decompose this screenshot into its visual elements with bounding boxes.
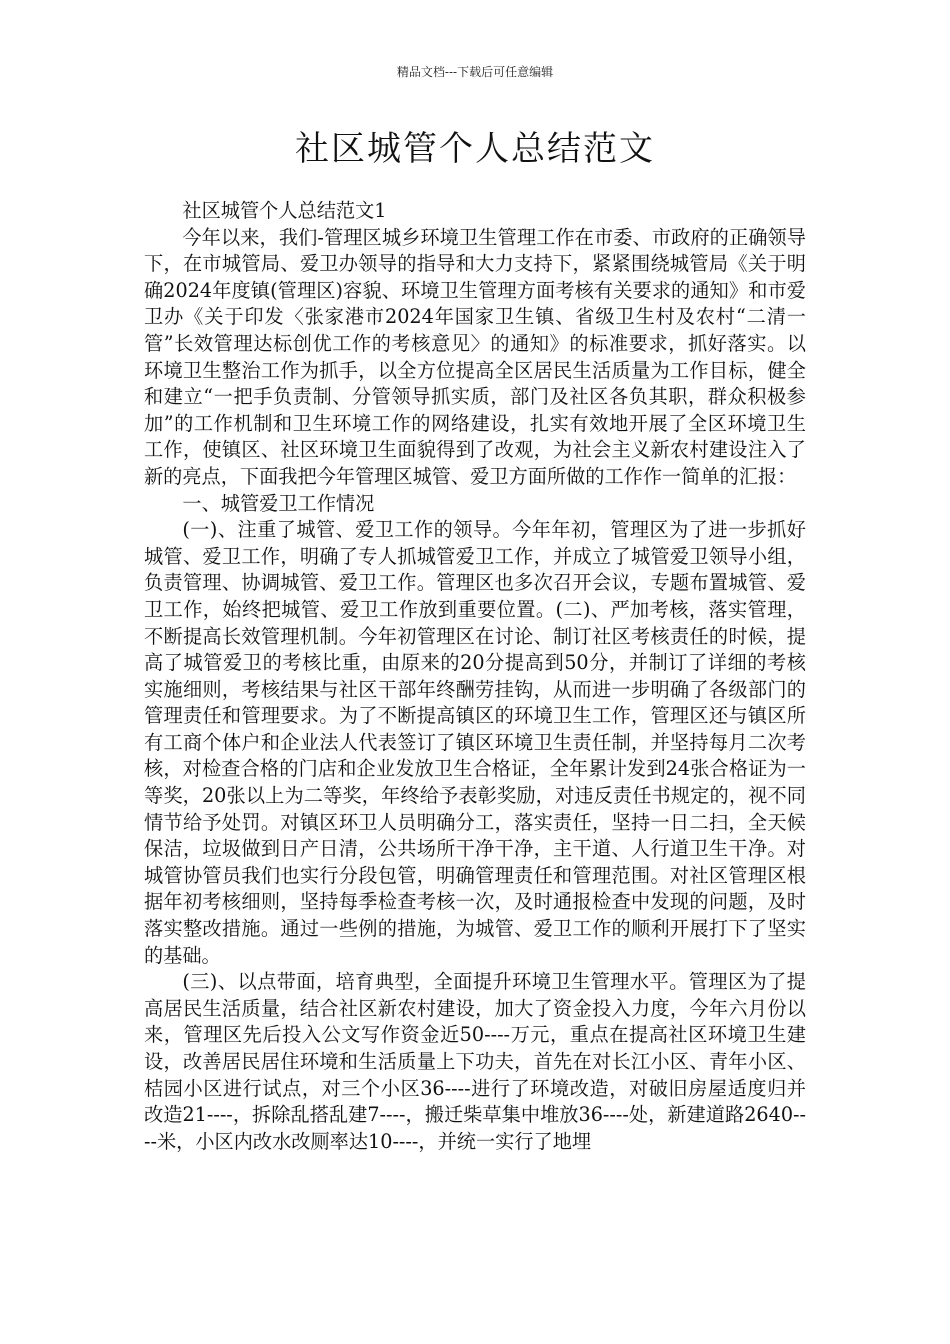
document-body: [144, 198, 806, 1155]
body-paragraph: (一)、注重了城管、爱卫工作的领导。今年年初，管理区为了进一步抓好城管、爱卫工作，明确了专人抓城管爱卫工作，并成立了城管爱卫领导小组，负责管理、协调城管、爱卫工作。管理区也多次召开会议，专题布置城管、爱卫工作，始终把城管、爱卫工作放到重要位置。(二)、严加考核，落实管理，不断提高长效管理机制。今年初管理区在讨论、制订社区考核责任的时候，提高了城管爱卫的考核比重，由原来的20分提高到50分，并制订了详细的考核实施细则，考核结果与社区干部年终酬劳挂钩，从而进一步明确了各级部门的管理责任和管理要求。为了不断提高镇区的环境卫生工作，管理区还与镇区所有工商个体户和企业法人代表签订了镇区环境卫生责任制，并坚持每月二次考核，对检查合格的门店和企业发放卫生合格证，全年累计发到24张合格证为一等奖，20张以上为二等奖，年终给予表彰奖励，对违反责任书规定的，视不同情节给予处罚。对镇区环卫人员明确分工，落实责任，坚持一日二扫，全天候保洁，垃圾做到日产日清，公共场所干净干净，主干道、人行道卫生干净。对城管协管员我们也实行分段包管，明确管理责任和管理范围。对社区管理区根据年初考核细则，坚持每季检查考核一次，及时通报检查中发现的问题，及时落实整改措施。通过一些例的措施，为城管、爱卫工作的顺利开展打下了坚实的基础。: [144, 518, 806, 967]
document-title: 社区城管个人总结范文: [295, 129, 655, 169]
body-paragraph: 今年以来，我们-管理区城乡环境卫生管理工作在市委、市政府的正确领导下，在市城管局、爱卫办领导的指导和大力支持下，紧紧围绕城管局《关于明确2024年度镇(管理区)容貌、环境卫生管理方面考核有关要求的通知》和市爱卫办《关于印发〈张家港市2024年国家卫生镇、省级卫生村及农村“二清一管”长效管理达标创优工作的考核意见〉的通知》的标准要求，抓好落实。以环境卫生整治工作为抓手，以全方位提高全区居民生活质量为工作目标，健全和建立“一把手负责制、分管领导抓实质，部门及社区各负其职，群众积极参加”的工作机制和卫生环境工作的网络建设，扎实有效地开展了全区环境卫生工作，使镇区、社区环境卫生面貌得到了改观，为社会主义新农村建设注入了新的亮点，下面我把今年管理区城管、爱卫方面所做的工作作一简单的汇报：: [144, 225, 806, 488]
section-heading: 一、城管爱卫工作情况: [182, 491, 375, 515]
body-paragraph: (三)、以点带面，培育典型，全面提升环境卫生管理水平。管理区为了提高居民生活质量，结合社区新农村建设，加大了资金投入力度，今年六月份以来，管理区先后投入公文写作资金近50----万元，重点在提高社区环境卫生建设，改善居民居住环境和生活质量上下功夫，首先在对长江小区、青年小区、桔园小区进行试点，对三个小区36----进行了环境改造，对破旧房屋适度归并改造21----，拆除乱搭乱建7----，搬迁柴草集中堆放36----处，新建道路2640----米，小区内改水改厕率达10----，并统一实行了地埋: [144, 970, 806, 1153]
section-heading: 社区城管个人总结范文1: [182, 199, 387, 222]
page-header-note: 精品文档---下载后可任意编辑: [396, 65, 554, 79]
